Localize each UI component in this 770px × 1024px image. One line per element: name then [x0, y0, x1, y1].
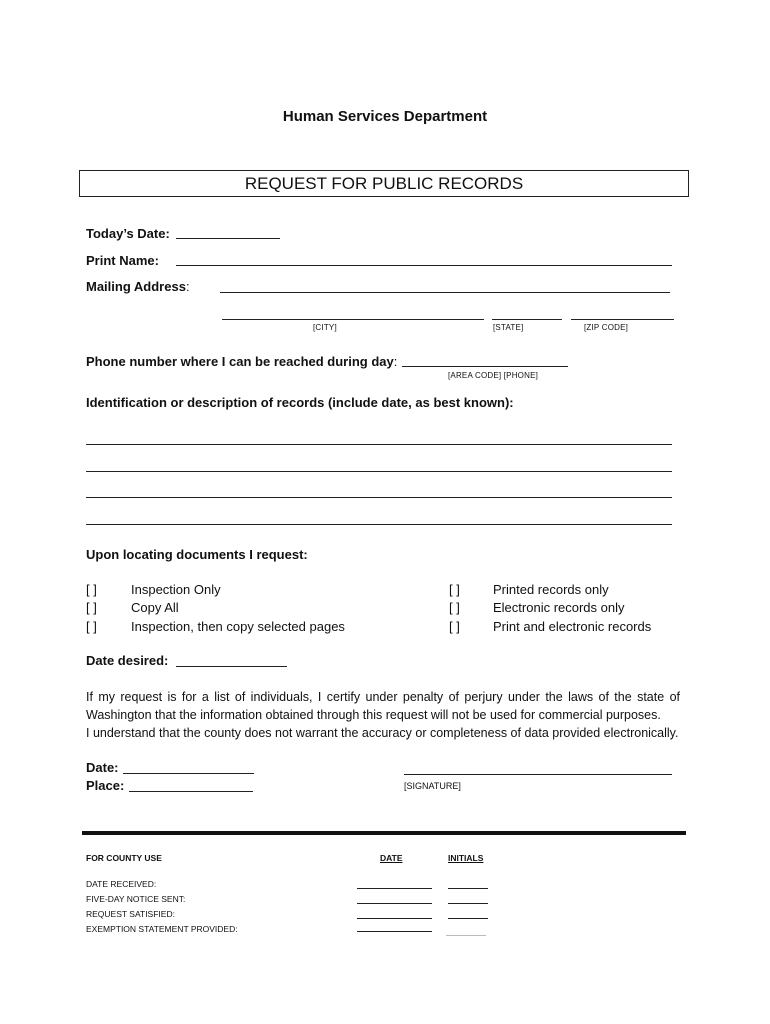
form-title: REQUEST FOR PUBLIC RECORDS: [244, 174, 524, 193]
exemption-statement-initials-field[interactable]: [446, 935, 486, 936]
certification-paragraph: [86, 688, 680, 742]
county-initials-column: INITIALS: [448, 853, 484, 863]
signature-field[interactable]: [404, 774, 672, 775]
date-received-date-field[interactable]: [357, 888, 432, 889]
option-copy-all: Copy All: [131, 600, 179, 615]
phone-field[interactable]: [402, 366, 568, 367]
city-field[interactable]: [222, 319, 484, 320]
county-date-column: DATE: [380, 853, 403, 863]
form-title-box: [79, 170, 689, 197]
option-printed-only: Printed records only: [493, 582, 609, 597]
option-inspection-then-copy: Inspection, then copy selected pages: [131, 619, 345, 634]
date-received-label: DATE RECEIVED:: [86, 879, 157, 889]
state-caption: [STATE]: [493, 323, 524, 332]
checkbox-printed-only[interactable]: [ ]: [449, 582, 460, 597]
checkbox-print-and-electronic[interactable]: [ ]: [449, 619, 460, 634]
request-satisfied-initials-field[interactable]: [448, 918, 488, 919]
option-print-and-electronic: Print and electronic records: [493, 619, 652, 634]
exemption-statement-label: EXEMPTION STATEMENT PROVIDED:: [86, 924, 238, 934]
county-use-heading: FOR COUNTY USE: [86, 853, 162, 863]
state-field[interactable]: [492, 319, 562, 320]
place-label: Place:: [86, 778, 125, 793]
records-description-line-4[interactable]: [86, 524, 672, 525]
checkbox-copy-all[interactable]: [ ]: [86, 600, 97, 615]
records-description-line-1[interactable]: [86, 444, 672, 445]
place-field[interactable]: [129, 791, 253, 792]
certification-line-3: I understand that the county does not warrant the accuracy or completeness of data provided electronically.: [86, 726, 679, 740]
todays-date-label: Today’s Date:: [86, 226, 170, 241]
mailing-address-field[interactable]: [220, 292, 670, 293]
zip-code-field[interactable]: [571, 319, 674, 320]
mailing-address-label: [86, 279, 190, 294]
signature-caption: [SIGNATURE]: [404, 781, 461, 791]
phone-caption: [AREA CODE] [PHONE]: [448, 371, 539, 380]
department-title: Human Services Department: [282, 108, 488, 125]
checkbox-inspection-only[interactable]: [ ]: [86, 582, 97, 597]
five-day-notice-date-field[interactable]: [357, 903, 432, 904]
checkbox-electronic-only[interactable]: [ ]: [449, 600, 460, 615]
section-divider: [82, 831, 686, 835]
print-name-label: Print Name:: [86, 253, 159, 268]
request-satisfied-label: REQUEST SATISFIED:: [86, 909, 175, 919]
mailing-address-colon: :: [185, 279, 190, 294]
checkbox-inspection-then-copy[interactable]: [ ]: [86, 619, 97, 634]
date-desired-label: Date desired:: [86, 653, 169, 668]
phone-colon: :: [393, 354, 398, 369]
five-day-notice-label: FIVE-DAY NOTICE SENT:: [86, 894, 186, 904]
zip-code-caption: [ZIP CODE]: [584, 323, 629, 332]
records-description-line-3[interactable]: [86, 497, 672, 498]
phone-label: [86, 354, 397, 369]
option-inspection-only: Inspection Only: [131, 582, 221, 597]
exemption-statement-date-field[interactable]: [357, 931, 432, 932]
certification-line-1: If my request is for a list of individuals, I certify under penalty of perjury under the laws of the state of: [86, 690, 680, 704]
date-received-initials-field[interactable]: [448, 888, 488, 889]
phone-label-text: Phone number where I can be reached during day: [86, 354, 394, 369]
request-satisfied-date-field[interactable]: [357, 918, 432, 919]
date-field[interactable]: [123, 773, 254, 774]
city-caption: [CITY]: [313, 323, 337, 332]
certification-line-2: Washington that the information obtained through this request will not be used for commercial purposes.: [86, 708, 661, 722]
five-day-notice-initials-field[interactable]: [448, 903, 488, 904]
mailing-address-text: Mailing Address: [86, 279, 186, 294]
records-description-label: Identification or description of records (include date, as best known):: [86, 395, 514, 410]
records-description-line-2[interactable]: [86, 471, 672, 472]
date-desired-field[interactable]: [176, 666, 287, 667]
todays-date-field[interactable]: [176, 238, 280, 239]
print-name-field[interactable]: [176, 265, 672, 266]
date-label: Date:: [86, 760, 119, 775]
request-heading: Upon locating documents I request:: [86, 547, 308, 562]
option-electronic-only: Electronic records only: [493, 600, 625, 615]
